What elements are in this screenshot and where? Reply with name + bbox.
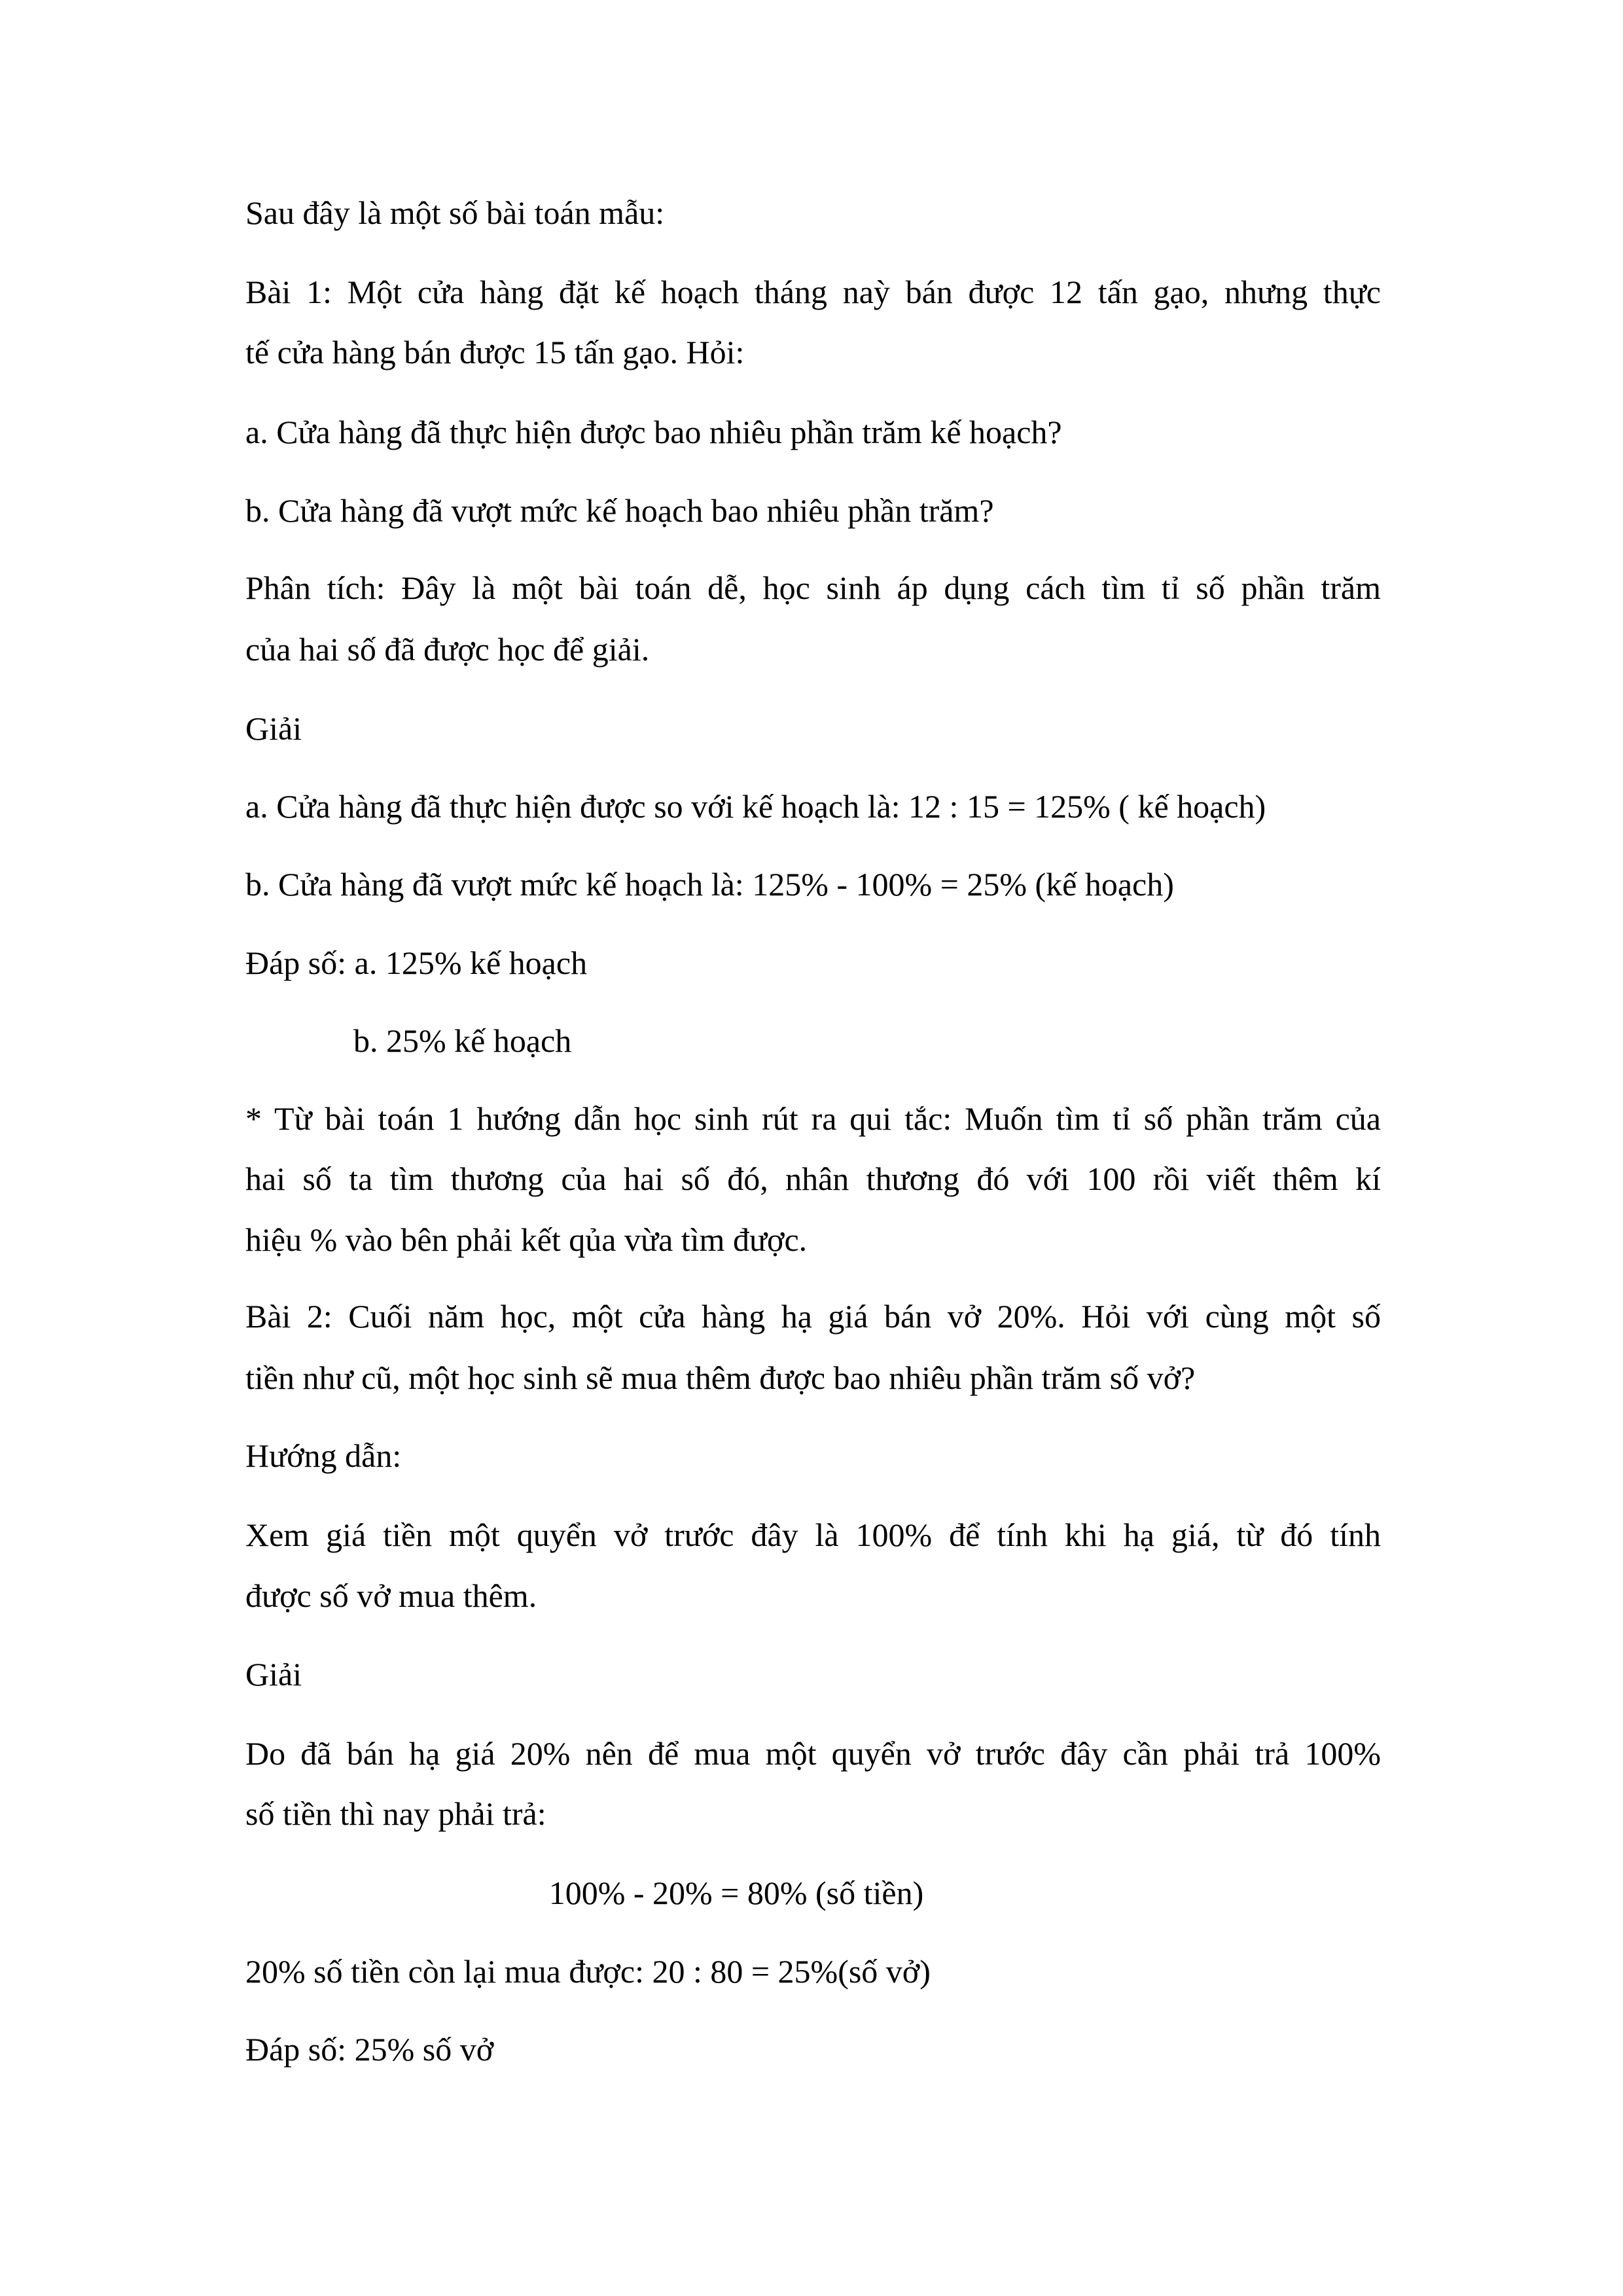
problem1-answer-line2: b. 25% kế hoạch: [353, 1022, 572, 1059]
problem2-solution-line2: số tiền thì nay phải trả:: [245, 1795, 546, 1832]
problem1-answer-line1: Đáp số: a. 125% kế hoạch: [245, 944, 588, 981]
problem1-solution-b: b. Cửa hàng đã vượt mức kế hoạch là: 125% - 100% = 25% (kế hoạch): [245, 866, 1174, 903]
intro-text: Sau đây là một số bài toán mẫu:: [245, 194, 665, 231]
problem2-line2: tiền như cũ, một học sinh sẽ mua thêm được bao nhiêu phần trăm số vở?: [245, 1359, 1196, 1396]
problem2-guide-heading: Hướng dẫn:: [245, 1437, 402, 1474]
problem1-analysis-line1: Phân tích: Đây là một bài toán dễ, học sinh áp dụng cách tìm tỉ số phần trăm: [245, 569, 1381, 606]
problem2-solution-heading: Giải: [245, 1656, 302, 1693]
rule-line3: hiệu % vào bên phải kết qủa vừa tìm được.: [245, 1221, 808, 1258]
problem2-remaining: 20% số tiền còn lại mua được: 20 : 80 = 25%(số vở): [245, 1953, 931, 1990]
rule-line1: * Từ bài toán 1 hướng dẫn học sinh rút ra qui tắc: Muốn tìm tỉ số phần trăm của: [245, 1100, 1381, 1137]
problem1-question-b: b. Cửa hàng đã vượt mức kế hoạch bao nhiêu phần trăm?: [245, 492, 994, 529]
rule-line2: hai số ta tìm thương của hai số đó, nhân thương đó với 100 rồi viết thêm kí: [245, 1160, 1381, 1197]
problem1-solution-a: a. Cửa hàng đã thực hiện được so với kế hoạch là: 12 : 15 = 125% ( kế hoạch): [245, 788, 1266, 825]
problem2-answer: Đáp số: 25% số vở: [245, 2031, 494, 2068]
problem1-line1: Bài 1: Một cửa hàng đặt kế hoạch tháng naỳ bán được 12 tấn gạo, nhưng thực: [245, 274, 1381, 310]
problem2-solution-line1: Do đã bán hạ giá 20% nên để mua một quyển vở trước đây cần phải trả 100%: [245, 1735, 1381, 1772]
problem1-question-a: a. Cửa hàng đã thực hiện được bao nhiêu phần trăm kế hoạch?: [245, 414, 1062, 450]
problem2-guide-line2: được số vở mua thêm.: [245, 1577, 537, 1614]
problem2-guide-line1: Xem giá tiền một quyển vở trước đây là 100% để tính khi hạ giá, từ đó tính: [245, 1516, 1381, 1553]
problem2-line1: Bài 2: Cuối năm học, một cửa hàng hạ giá bán vở 20%. Hỏi với cùng một số: [245, 1298, 1381, 1335]
problem1-solution-heading: Giải: [245, 710, 302, 747]
problem1-line2: tế cửa hàng bán được 15 tấn gạo. Hỏi:: [245, 334, 745, 370]
problem2-equation: 100% - 20% = 80% (số tiền): [548, 1874, 924, 1911]
problem1-analysis-line2: của hai số đã được học để giải.: [245, 631, 650, 668]
